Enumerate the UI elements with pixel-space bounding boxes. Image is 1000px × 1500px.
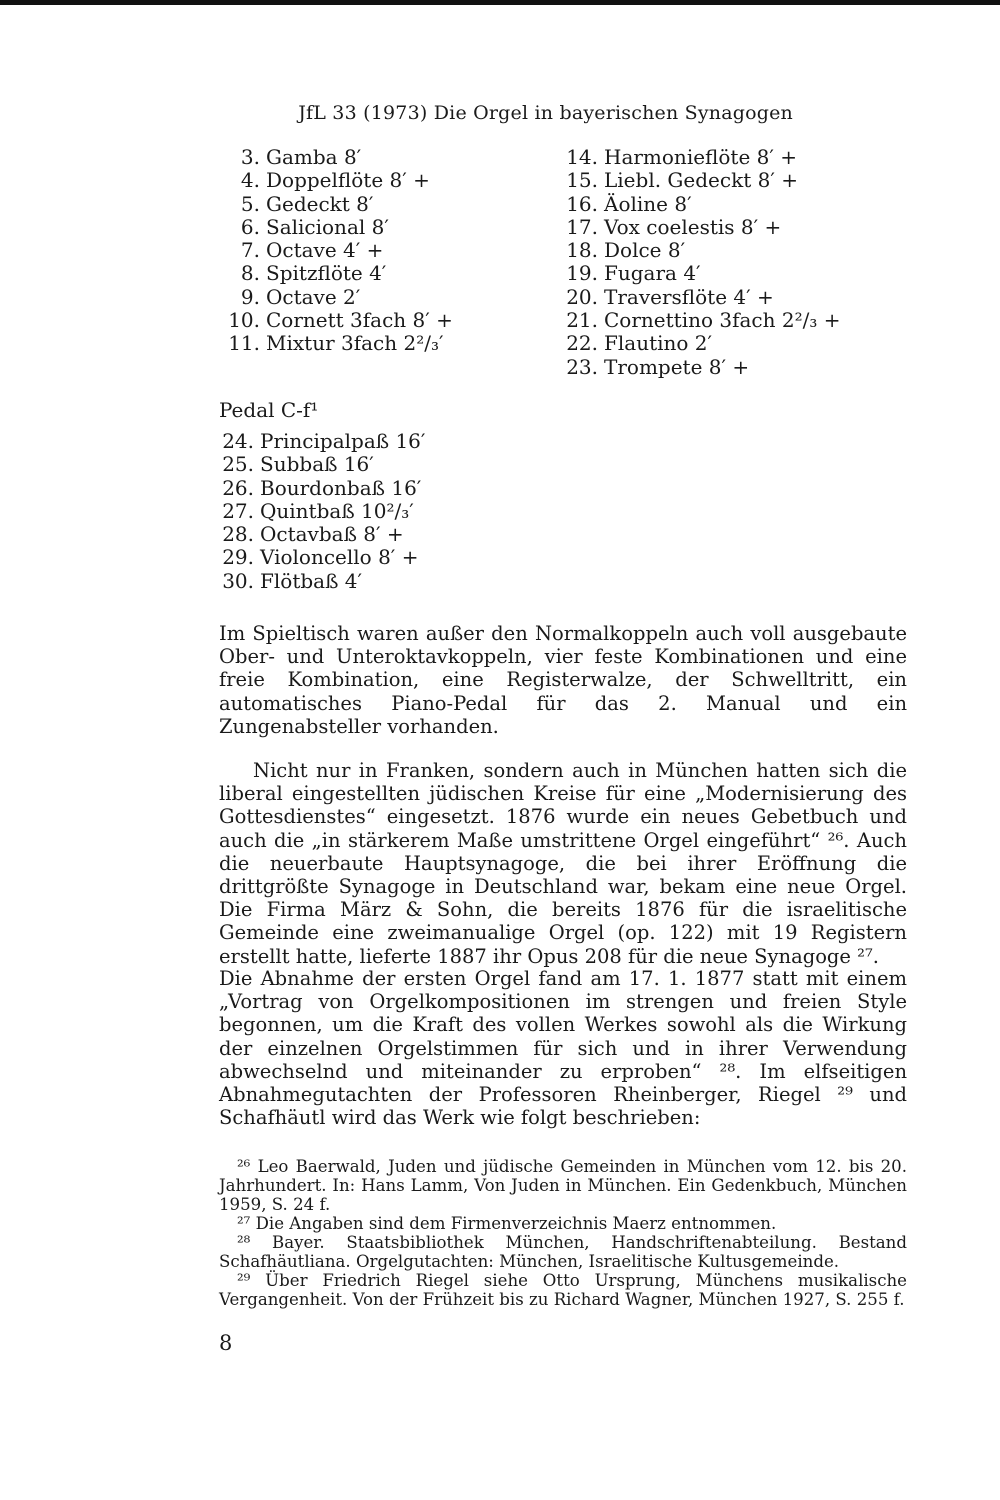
register-item	[228, 332, 453, 355]
register-item	[566, 169, 840, 192]
footnote: ²⁶ Leo Baerwald, Juden und jüdische Gemeinden in München vom 12. bis 20. Jahrhundert. In: Hans Lamm, Von Juden in München. Ein Gedenkbuch, München 1959, S. 24 f.	[219, 1157, 907, 1214]
register-name: Harmonieflöte 8′ +	[604, 145, 798, 169]
register-item	[566, 239, 840, 262]
register-name: Flötbaß 4′	[260, 568, 363, 593]
register-name: Bourdonbaß 16′	[260, 475, 422, 500]
register-number: 19.	[566, 261, 598, 286]
register-item	[228, 169, 453, 192]
register-item	[222, 523, 425, 546]
register-number: 4.	[240, 168, 260, 193]
register-number: 30.	[222, 568, 254, 593]
footnote: ²⁸ Bayer. Staatsbibliothek München, Handschriftenabteilung. Bestand Schafhäutliana. Orgelgutachten: München, Israelitische Kultusgemeinde.	[219, 1233, 907, 1271]
register-name: Spitzflöte 4′	[266, 261, 387, 286]
body-paragraph: Im Spieltisch waren außer den Normalkoppeln auch voll ausgebaute Ober- und Unteroktavkoppeln, vier feste Kombinationen und eine freie Kombination, eine Registerwalze, der Schwelltritt, ein automatisches Piano-Pedal für das 2. Manual und ein Zungenabsteller vorhanden.	[219, 622, 907, 738]
register-number: 6.	[240, 214, 260, 239]
register-name: Octavbaß 8′ +	[260, 522, 404, 547]
register-name: Fugara 4′	[604, 261, 701, 286]
register-name: Doppelflöte 8′ +	[266, 168, 430, 193]
register-name: Trompete 8′ +	[604, 354, 750, 379]
register-number: 28.	[222, 522, 254, 547]
register-name: Octave 2′	[266, 284, 361, 309]
register-number: 25.	[222, 452, 254, 477]
register-item	[566, 356, 840, 379]
register-name: Principalpaß 16′	[260, 429, 426, 453]
register-number: 18.	[566, 238, 598, 263]
register-number: 21.	[566, 308, 598, 333]
register-item	[222, 546, 425, 569]
register-number: 27.	[222, 498, 254, 523]
register-number: 9.	[240, 284, 260, 309]
register-number: 3.	[240, 145, 260, 169]
register-name: Traversflöte 4′ +	[604, 284, 774, 309]
register-item	[228, 239, 453, 262]
footnote: ²⁹ Über Friedrich Riegel siehe Otto Ursprung, Münchens musikalische Vergangenheit. Von der Frühzeit bis zu Richard Wagner, München 1927, S. 255 f.	[219, 1271, 907, 1309]
register-item	[222, 477, 425, 500]
register-item	[228, 309, 453, 332]
register-list-right	[566, 146, 840, 379]
register-item	[228, 262, 453, 285]
register-name: Cornettino 3fach 2²/₃ +	[604, 308, 841, 333]
register-number: 8.	[240, 261, 260, 286]
register-number: 29.	[222, 545, 254, 570]
register-item	[222, 570, 425, 593]
register-name: Quintbaß 10²/₃′	[260, 498, 414, 523]
register-item	[228, 286, 453, 309]
register-name: Liebl. Gedeckt 8′ +	[604, 168, 798, 193]
register-number: 10.	[228, 308, 260, 333]
register-item	[228, 216, 453, 239]
register-name: Dolce 8′	[604, 238, 686, 263]
register-name: Cornett 3fach 8′ +	[266, 308, 453, 333]
register-name: Vox coelestis 8′ +	[604, 214, 782, 239]
register-name: Gedeckt 8′	[266, 191, 374, 216]
page-number: 8	[219, 1331, 233, 1355]
footnotes	[219, 1157, 907, 1309]
register-name: Octave 4′ +	[266, 238, 384, 263]
register-list-left	[228, 146, 453, 356]
scan-top-border	[0, 0, 1000, 5]
register-name: Subbaß 16′	[260, 452, 374, 477]
register-item	[566, 262, 840, 285]
register-item	[566, 309, 840, 332]
register-list-pedal	[222, 430, 425, 593]
footnote: ²⁷ Die Angaben sind dem Firmenverzeichnis Maerz entnommen.	[237, 1214, 777, 1233]
register-item	[566, 332, 840, 355]
register-item	[566, 193, 840, 216]
register-number: 5.	[240, 191, 260, 216]
register-item	[222, 453, 425, 476]
register-name: Salicional 8′	[266, 214, 389, 239]
running-header: JfL 33 (1973) Die Orgel in bayerischen Synagogen	[298, 102, 793, 124]
body-paragraph: Die Abnahme der ersten Orgel fand am 17. 1. 1877 statt mit einem „Vortrag von Orgelkompositionen im strengen und freien Style begonnen, um die Kraft des vollen Werkes sowohl als die Wirkung der einzelnen Orgelstimmen für sich und in ihrer Verwendung abwechselnd und miteinander zu erproben“ ²⁸. Im elfseitigen Abnahmegutachten der Professoren Rheinberger, Riegel ²⁹ und Schafhäutl wird das Werk wie folgt beschrieben:	[219, 967, 907, 1130]
pedal-heading: Pedal C-f¹	[219, 398, 319, 422]
register-name: Flautino 2′	[604, 331, 713, 356]
register-item	[228, 146, 453, 169]
register-number: 22.	[566, 331, 598, 356]
register-item	[228, 193, 453, 216]
register-item	[566, 216, 840, 239]
register-item	[222, 500, 425, 523]
register-item	[222, 430, 425, 453]
register-item	[566, 146, 840, 169]
register-number: 16.	[566, 191, 598, 216]
register-name: Gamba 8′	[266, 145, 362, 169]
register-number: 11.	[228, 331, 260, 356]
register-item	[566, 286, 840, 309]
register-number: 17.	[566, 214, 598, 239]
register-number: 7.	[240, 238, 260, 263]
register-number: 26.	[222, 475, 254, 500]
register-number: 14.	[566, 145, 598, 169]
body-paragraph: Nicht nur in Franken, sondern auch in München hatten sich die liberal eingestellten jüdischen Kreise für eine „Modernisierung des Gottesdienstes“ eingesetzt. 1876 wurde ein neues Gebetbuch und auch die „in stärkerem Maße umstrittene Orgel eingeführt“ ²⁶. Auch die neuerbaute Hauptsynagoge, die bei ihrer Eröffnung die drittgrößte Synagoge in Deutschland war, bekam eine neue Orgel. Die Firma März & Sohn, die bereits 1876 für die israelitische Gemeinde eine zweimanualige Orgel (op. 122) mit 19 Registern erstellt hatte, lieferte 1887 ihr Opus 208 für die neue Synagoge ²⁷.	[219, 759, 907, 968]
register-number: 20.	[566, 284, 598, 309]
register-number: 15.	[566, 168, 598, 193]
register-name: Violoncello 8′ +	[260, 545, 419, 570]
register-name: Mixtur 3fach 2²/₃′	[266, 331, 444, 356]
register-name: Äoline 8′	[604, 191, 692, 216]
register-number: 23.	[566, 354, 598, 379]
register-number: 24.	[222, 429, 254, 453]
